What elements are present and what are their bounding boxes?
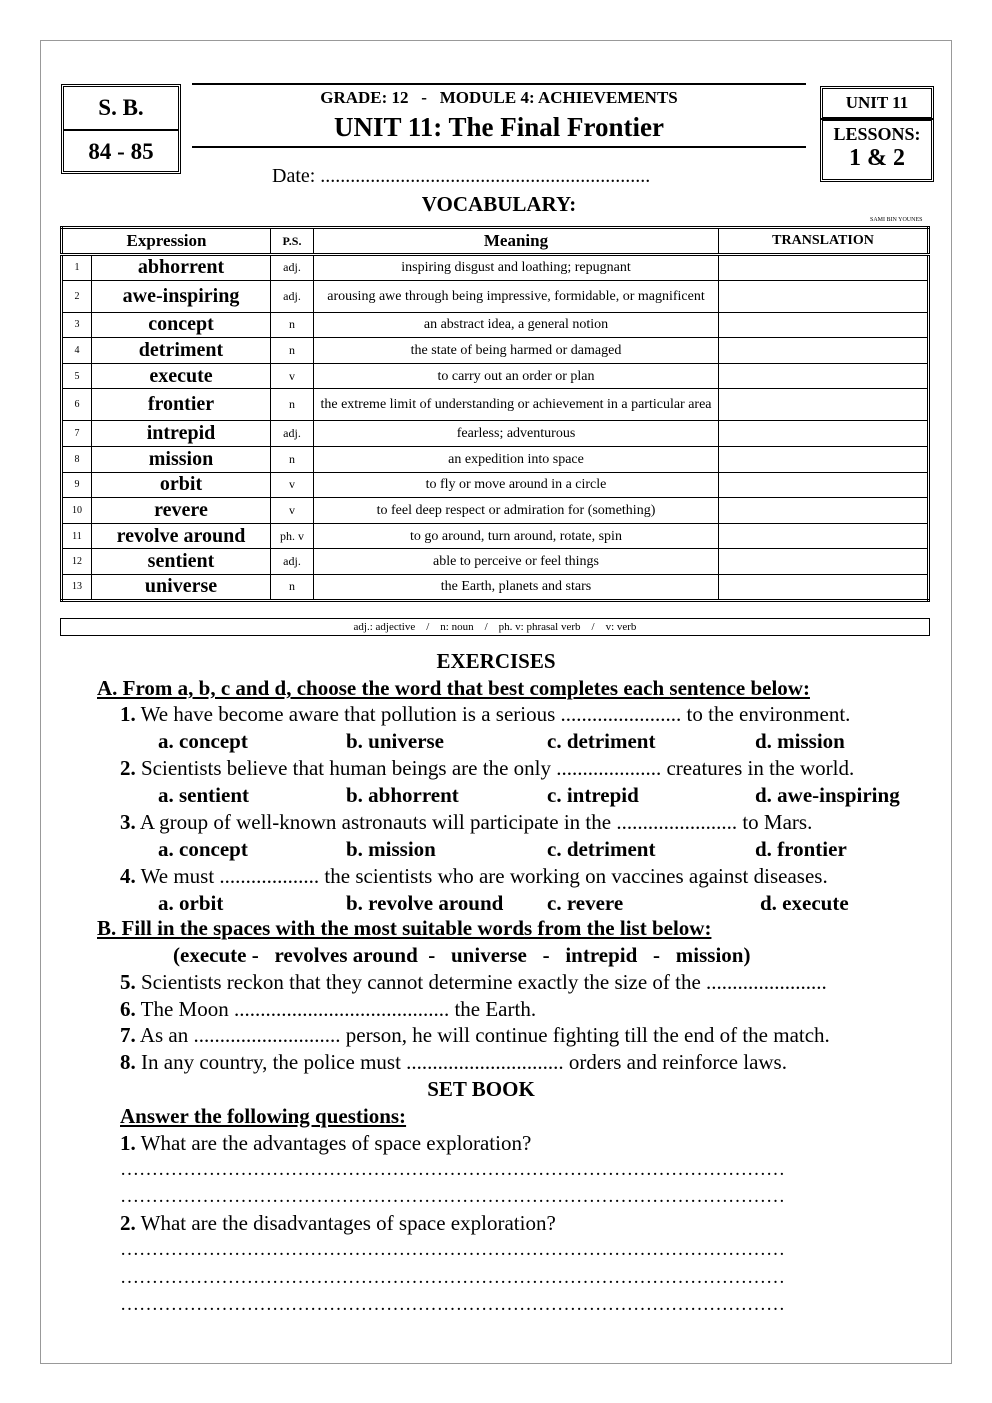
lessons-value: 1 & 2 xyxy=(849,145,905,171)
vocab-row xyxy=(62,549,929,575)
q-num: 7. xyxy=(120,1023,136,1048)
sb-pages: 84 - 85 xyxy=(88,139,154,164)
vocab-row xyxy=(62,255,929,281)
row-number: 12 xyxy=(62,549,92,575)
expression: detriment xyxy=(92,338,271,364)
vocab-row xyxy=(62,421,929,447)
author-credit: SAMI BIN YOUNES xyxy=(870,217,923,223)
expression: revere xyxy=(92,498,271,524)
vocab-row xyxy=(62,523,929,549)
q-num: 8. xyxy=(120,1050,136,1075)
answer-option[interactable]: a. concept xyxy=(158,729,248,753)
expression: abhorrent xyxy=(92,255,271,281)
row-number: 11 xyxy=(62,523,92,549)
col-expression: Expression xyxy=(62,228,271,255)
vocab-row xyxy=(62,446,929,472)
col-ps: P.S. xyxy=(271,228,314,255)
meaning: an expedition into space xyxy=(314,446,719,472)
answer-line[interactable]: …………………………………………………………………………………………… xyxy=(120,1294,785,1315)
expression: concept xyxy=(92,312,271,338)
unit-title: UNIT 11: The Final Frontier xyxy=(333,112,665,142)
meaning: fearless; adventurous xyxy=(314,421,719,447)
col-meaning: Meaning xyxy=(314,228,719,255)
question xyxy=(120,756,854,780)
row-number: 4 xyxy=(62,338,92,364)
section-a-heading: A. From a, b, c and d, choose the word that best completes each sentence below: xyxy=(97,676,810,700)
q-text: We have become aware that pollution is a serious ....................... to the environment. xyxy=(135,702,851,726)
part-of-speech: n xyxy=(271,446,314,472)
part-of-speech: n xyxy=(271,574,314,600)
vocab-row xyxy=(62,574,929,600)
vocab-row xyxy=(62,280,929,312)
q-num: 4. xyxy=(120,864,136,888)
part-of-speech: v xyxy=(271,472,314,498)
col-translation: TRANSLATION xyxy=(719,228,929,255)
vocab-row xyxy=(62,338,929,364)
meaning: to carry out an order or plan xyxy=(314,363,719,389)
q-text: Scientists reckon that they cannot determine exactly the size of the ....................... xyxy=(135,970,827,994)
q-text: What are the advantages of space exploration? xyxy=(135,1131,532,1155)
row-number: 3 xyxy=(62,312,92,338)
abbreviation-legend: adj.: adjective / n: noun / ph. v: phrasal verb / v: verb xyxy=(60,618,930,636)
vocab-row xyxy=(62,389,929,421)
translation-cell[interactable] xyxy=(719,389,929,421)
sb-label: S. B. xyxy=(64,87,178,131)
translation-cell[interactable] xyxy=(719,574,929,600)
expression: awe-inspiring xyxy=(92,280,271,312)
row-number: 8 xyxy=(62,446,92,472)
answer-option[interactable]: c. detriment xyxy=(547,837,656,861)
part-of-speech: ph. v xyxy=(271,523,314,549)
set-book-title: SET BOOK xyxy=(427,1077,535,1101)
fill-sentence xyxy=(120,1023,830,1047)
row-number: 5 xyxy=(62,363,92,389)
vocabulary-title: VOCABULARY: xyxy=(421,192,577,216)
q-text: As an ............................ person, he will continue fighting till the end of the match. xyxy=(135,1023,830,1048)
meaning: an abstract idea, a general notion xyxy=(314,312,719,338)
q-text: We must ................... the scientists who are working on vaccines against diseases. xyxy=(135,864,828,888)
row-number: 1 xyxy=(62,255,92,281)
part-of-speech: adj. xyxy=(271,255,314,281)
lessons-label: LESSONS: xyxy=(833,124,921,144)
answer-line[interactable]: …………………………………………………………………………………………… xyxy=(120,1267,785,1288)
vocab-row xyxy=(62,472,929,498)
part-of-speech: v xyxy=(271,363,314,389)
date-field: Date: .................................................................. xyxy=(272,165,651,187)
meaning: arousing awe through being impressive, formidable, or magnificent xyxy=(314,280,719,312)
answer-option[interactable]: d. frontier xyxy=(755,837,847,861)
expression: sentient xyxy=(92,549,271,575)
answer-option[interactable]: b. abhorrent xyxy=(346,783,459,807)
answer-option[interactable]: d. awe-inspiring xyxy=(755,783,900,807)
section-b-heading: B. Fill in the spaces with the most suitable words from the list below: xyxy=(97,916,712,940)
question xyxy=(120,864,828,888)
meaning: inspiring disgust and loathing; repugnant xyxy=(314,255,719,281)
question xyxy=(120,702,850,726)
expression: execute xyxy=(92,363,271,389)
exercises-title: EXERCISES xyxy=(436,649,556,673)
meaning: to feel deep respect or admiration for (something) xyxy=(314,498,719,524)
q-text: What are the disadvantages of space exploration? xyxy=(135,1211,556,1235)
q-num: 6. xyxy=(120,996,136,1021)
answer-line[interactable]: …………………………………………………………………………………………… xyxy=(120,1186,785,1207)
lessons-box xyxy=(820,118,934,182)
answer-option[interactable]: b. revolve around xyxy=(346,891,504,915)
divider xyxy=(192,146,806,148)
answer-option[interactable]: a. concept xyxy=(158,837,248,861)
meaning: the extreme limit of understanding or achievement in a particular area xyxy=(314,389,719,421)
divider xyxy=(192,83,806,85)
question xyxy=(120,810,812,834)
answer-line[interactable]: …………………………………………………………………………………………… xyxy=(120,1239,785,1260)
row-number: 10 xyxy=(62,498,92,524)
q-num: 5. xyxy=(120,970,136,994)
unit-box: UNIT 11 xyxy=(820,86,934,120)
part-of-speech: adj. xyxy=(271,421,314,447)
row-number: 6 xyxy=(62,389,92,421)
answer-option[interactable]: a. orbit xyxy=(158,891,224,915)
fill-sentence xyxy=(120,970,827,994)
q-num: 2. xyxy=(120,1211,136,1235)
vocabulary-table xyxy=(60,226,930,602)
translation-cell[interactable] xyxy=(719,523,929,549)
q-text: Scientists believe that human beings are the only .................... creatures in the world. xyxy=(135,756,855,780)
part-of-speech: n xyxy=(271,312,314,338)
set-book-instruction: Answer the following questions: xyxy=(120,1104,407,1128)
translation-cell[interactable] xyxy=(719,421,929,447)
q-num: 1. xyxy=(120,1131,136,1155)
expression: revolve around xyxy=(92,523,271,549)
answer-option[interactable]: b. universe xyxy=(346,729,445,753)
translation-cell[interactable] xyxy=(719,363,929,389)
row-number: 2 xyxy=(62,280,92,312)
expression: intrepid xyxy=(92,421,271,447)
translation-cell[interactable] xyxy=(719,280,929,312)
answer-option[interactable]: a. sentient xyxy=(158,783,249,807)
expression: mission xyxy=(92,446,271,472)
row-number: 13 xyxy=(62,574,92,600)
expression: orbit xyxy=(92,472,271,498)
translation-cell[interactable] xyxy=(719,338,929,364)
q-num: 3. xyxy=(120,810,136,834)
translation-cell[interactable] xyxy=(719,498,929,524)
student-book-pages-box xyxy=(61,84,181,174)
q-num: 1. xyxy=(120,702,136,726)
word-list: (execute - revolves around - universe - intrepid - mission) xyxy=(173,943,751,967)
translation-cell[interactable] xyxy=(719,312,929,338)
q-text: In any country, the police must .............................. orders and reinforce laws. xyxy=(135,1050,787,1075)
translation-cell[interactable] xyxy=(719,446,929,472)
grade-module: GRADE: 12 - MODULE 4: ACHIEVEMENTS xyxy=(320,88,678,107)
meaning: to fly or move around in a circle xyxy=(314,472,719,498)
fill-sentence xyxy=(120,1050,787,1074)
expression: universe xyxy=(92,574,271,600)
answer-option[interactable]: c. revere xyxy=(547,891,624,915)
answer-option[interactable]: c. detriment xyxy=(547,729,656,753)
question-1 xyxy=(120,1131,531,1155)
part-of-speech: adj. xyxy=(271,549,314,575)
answer-line[interactable]: …………………………………………………………………………………………… xyxy=(120,1159,785,1180)
vocab-row xyxy=(62,498,929,524)
question-2 xyxy=(120,1211,556,1235)
meaning: to go around, turn around, rotate, spin xyxy=(314,523,719,549)
answer-option[interactable]: d. execute xyxy=(760,891,849,915)
fill-sentence xyxy=(120,997,536,1021)
answer-option[interactable]: d. mission xyxy=(755,729,845,753)
vocab-row xyxy=(62,363,929,389)
vocab-row xyxy=(62,312,929,338)
meaning: the state of being harmed or damaged xyxy=(314,338,719,364)
q-text: A group of well-known astronauts will participate in the ....................... to Mars. xyxy=(135,810,813,834)
row-number: 7 xyxy=(62,421,92,447)
part-of-speech: v xyxy=(271,498,314,524)
expression: frontier xyxy=(92,389,271,421)
answer-option[interactable]: c. intrepid xyxy=(547,783,639,807)
row-number: 9 xyxy=(62,472,92,498)
answer-option[interactable]: b. mission xyxy=(346,837,436,861)
meaning: able to perceive or feel things xyxy=(314,549,719,575)
part-of-speech: n xyxy=(271,389,314,421)
translation-cell[interactable] xyxy=(719,549,929,575)
part-of-speech: n xyxy=(271,338,314,364)
q-num: 2. xyxy=(120,756,136,780)
part-of-speech: adj. xyxy=(271,280,314,312)
q-text: The Moon ......................................... the Earth. xyxy=(135,996,537,1021)
translation-cell[interactable] xyxy=(719,255,929,281)
meaning: the Earth, planets and stars xyxy=(314,574,719,600)
translation-cell[interactable] xyxy=(719,472,929,498)
